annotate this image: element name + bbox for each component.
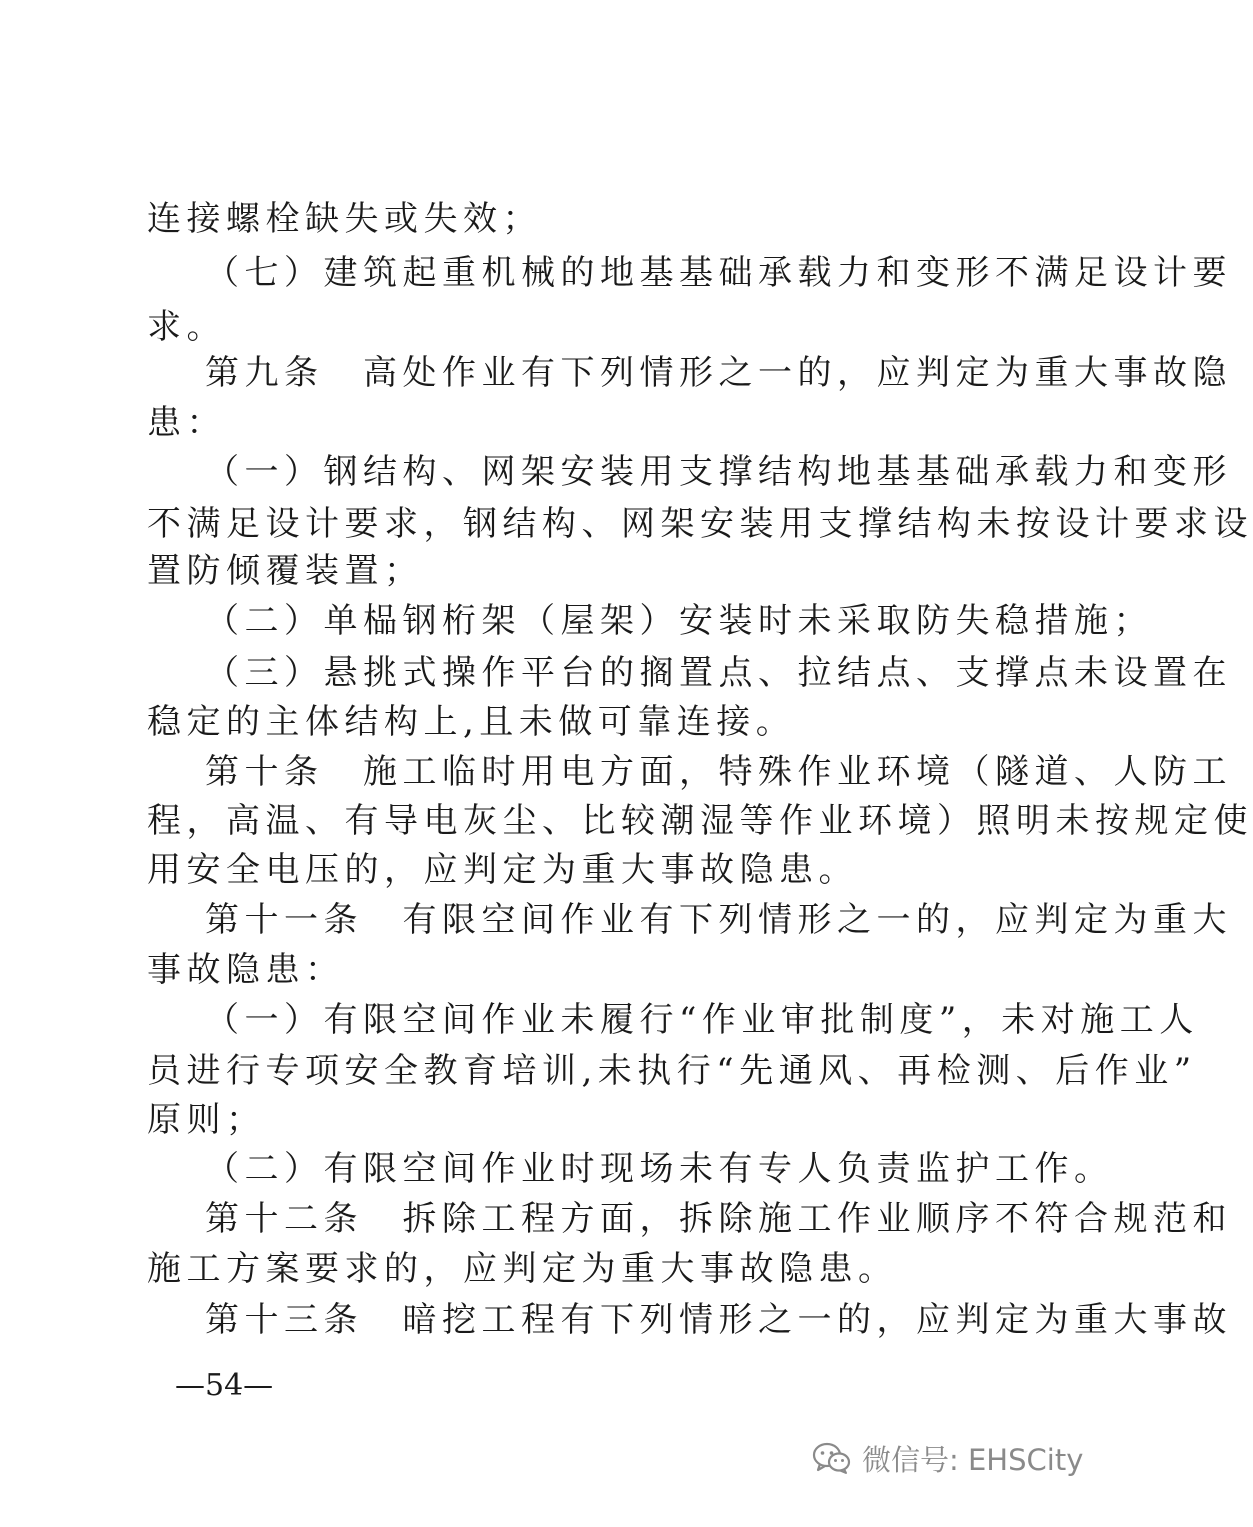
text-line: 员进行专项安全教育培训,未执行“先通风、再检测、后作业” bbox=[147, 1051, 1197, 1091]
text-line: 患： bbox=[147, 403, 226, 443]
text-line: （七）建筑起重机械的地基基础承载力和变形不满足设计要 bbox=[205, 253, 1232, 293]
article-11-heading: 第十一条 有限空间作业有下列情形之一的，应判定为重大 bbox=[205, 900, 1232, 940]
article-12-heading: 第十二条 拆除工程方面，拆除施工作业顺序不符合规范和 bbox=[205, 1199, 1232, 1239]
wechat-icon bbox=[812, 1441, 852, 1475]
text-line: 事故隐患： bbox=[147, 950, 345, 990]
text-line: （三）悬挑式操作平台的搁置点、拉结点、支撑点未设置在 bbox=[205, 653, 1232, 693]
text-line: 不满足设计要求，钢结构、网架安装用支撑结构未按设计要求设 bbox=[147, 504, 1253, 544]
text-line: 施工方案要求的，应判定为重大事故隐患。 bbox=[147, 1249, 898, 1289]
text-line: （一）钢结构、网架安装用支撑结构地基基础承载力和变形 bbox=[205, 452, 1232, 492]
text-line: （一）有限空间作业未履行“作业审批制度”，未对施工人 bbox=[205, 1000, 1199, 1040]
text-line: 原则； bbox=[147, 1100, 266, 1140]
wechat-watermark bbox=[812, 1438, 1083, 1478]
article-10-heading: 第十条 施工临时用电方面，特殊作业环境（隧道、人防工 bbox=[205, 752, 1232, 792]
text-line: 用安全电压的，应判定为重大事故隐患。 bbox=[147, 850, 858, 890]
text-line: （二）有限空间作业时现场未有专人负责监护工作。 bbox=[205, 1149, 1114, 1189]
watermark-text: 微信号: EHSCity bbox=[862, 1442, 1084, 1477]
text-line: 程，高温、有导电灰尘、比较潮湿等作业环境）照明未按规定使 bbox=[147, 801, 1253, 841]
page-number: —54— bbox=[175, 1368, 274, 1403]
text-line: 稳定的主体结构上,且未做可靠连接。 bbox=[147, 702, 796, 742]
article-13-heading: 第十三条 暗挖工程有下列情形之一的，应判定为重大事故 bbox=[205, 1300, 1232, 1340]
text-line: （二）单榀钢桁架（屋架）安装时未采取防失稳措施； bbox=[205, 601, 1153, 641]
text-line: 置防倾覆装置； bbox=[147, 551, 424, 591]
text-line: 求。 bbox=[147, 307, 226, 347]
article-9-heading: 第九条 高处作业有下列情形之一的，应判定为重大事故隐 bbox=[205, 353, 1232, 393]
text-line: 连接螺栓缺失或失效； bbox=[147, 199, 542, 239]
